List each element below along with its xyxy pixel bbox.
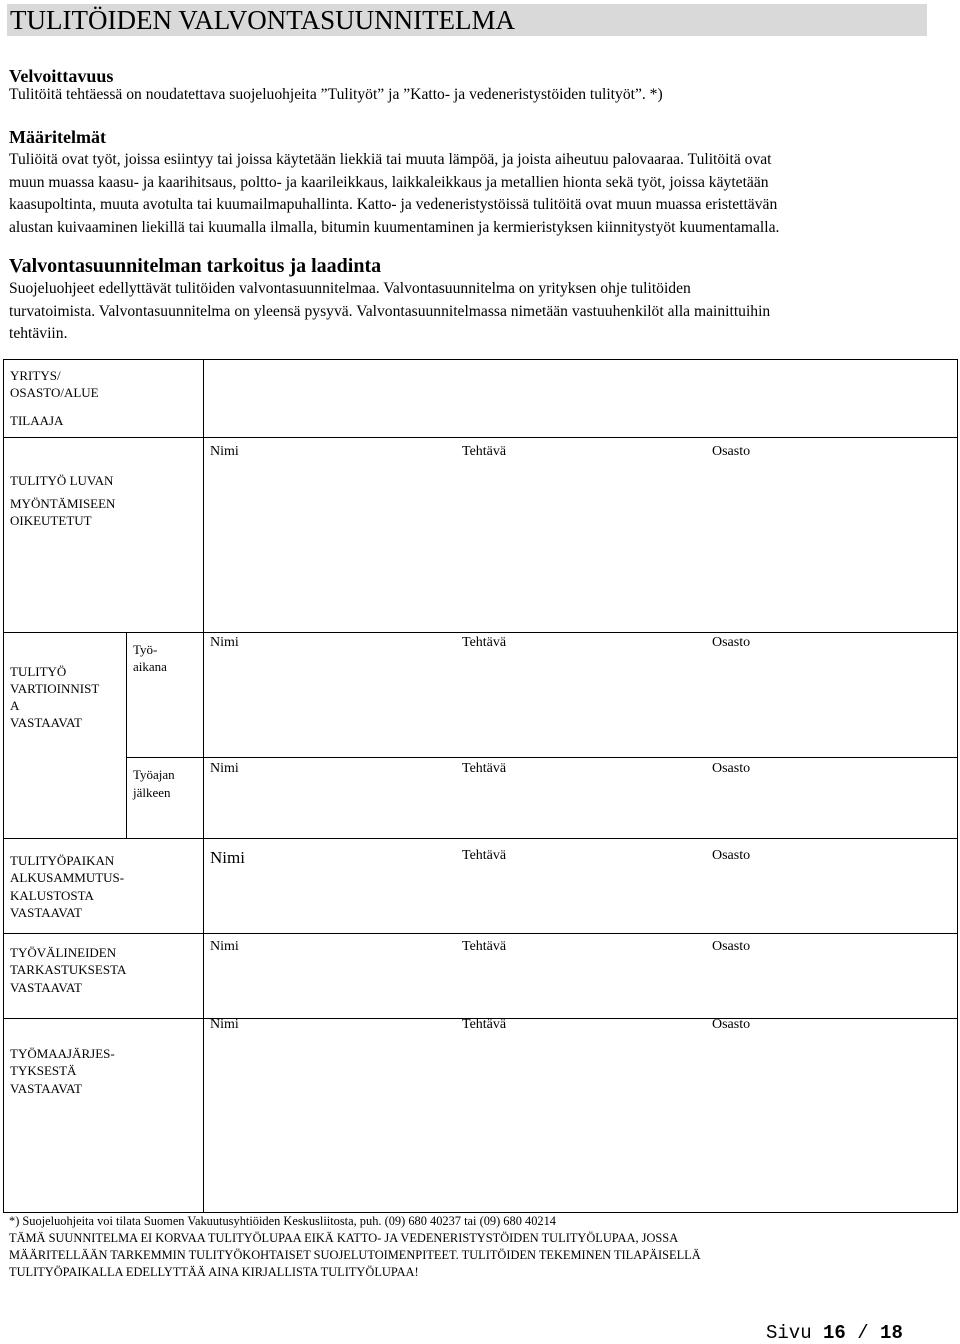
- form-row-divider: [3, 838, 958, 839]
- current-page: 16: [823, 1322, 846, 1344]
- section-heading-definitions: Määritelmät: [9, 127, 106, 147]
- column-name: Nimi: [210, 939, 239, 954]
- warning-line: TÄMÄ SUUNNITELMA EI KORVAA TULITYÖLUPAA EIKÄ KATTO- JA VEDENERISTYSTÖIDEN TULITYÖLUPAA, JOSSA: [9, 1231, 679, 1245]
- column-department: Osasto: [712, 635, 751, 650]
- text-line: Suojeluohjeet edellyttävät tulitöiden valvontasuunnitelmaa. Valvontasuunnitelma on yrityksen ohje tulitöiden: [9, 280, 691, 297]
- form-row-divider: [3, 437, 958, 438]
- tools-label: TYÖVÄLINEIDEN: [10, 945, 117, 960]
- column-task: Tehtävä: [462, 635, 507, 650]
- text-line: turvatoimista. Valvontasuunnitelma on yleensä pysyvä. Valvontasuunnitelmassa nimetään vastuuhenkilöt alla mainittuihin: [9, 302, 771, 320]
- watch-label: VARTIOINNIST: [10, 681, 100, 696]
- watch-label: VASTAAVAT: [10, 715, 82, 730]
- form-column-divider: [203, 359, 204, 1213]
- column-task: Tehtävä: [462, 848, 507, 863]
- page-title: TULITÖIDEN VALVONTASUUNNITELMA: [10, 5, 516, 35]
- work-time-label: aikana: [133, 659, 167, 674]
- tools-label: TARKASTUKSESTA: [10, 962, 127, 977]
- column-task: Tehtävä: [462, 1017, 507, 1032]
- warning-line: MÄÄRITELLÄÄN TARKEMMIN TULITYÖKOHTAISET SUOJELUTOIMENPITEET. TULITÖIDEN TEKEMINEN TILAPÄISELLÄ: [9, 1248, 701, 1262]
- form-border-right: [957, 359, 958, 1213]
- extinguish-label: KALUSTOSTA: [10, 888, 94, 903]
- text-line: Tuliöitä ovat työt, joissa esiintyy tai joissa käytetään liekkiä tai muuta lämpöä, ja joista aiheutuu palovaaraa. Tulitöitä ovat: [9, 151, 772, 168]
- column-task: Tehtävä: [462, 761, 507, 776]
- form-subcolumn-divider: [126, 633, 127, 838]
- form-border-top: [3, 359, 958, 360]
- section-text-definitions: [9, 149, 949, 239]
- page-label: Sivu: [766, 1322, 812, 1344]
- section-text-purpose: [9, 278, 949, 346]
- after-work-label: jälkeen: [133, 785, 171, 800]
- column-name: Nimi: [210, 444, 239, 459]
- section-heading-purpose: Valvontasuunnitelman tarkoitus ja laadinta: [9, 255, 382, 277]
- column-department: Osasto: [712, 444, 751, 459]
- extinguish-label: ALKUSAMMUTUS-: [10, 870, 125, 885]
- section-text-obligation: [9, 84, 949, 107]
- watch-label: A: [10, 698, 20, 713]
- permit-label: MYÖNTÄMISEEN: [10, 496, 116, 511]
- column-name: Nimi: [210, 1017, 239, 1032]
- work-time-label: Työ-: [133, 642, 158, 657]
- site-label: TYKSESTÄ: [10, 1063, 77, 1078]
- footnote: *) Suojeluohjeita voi tilata Suomen Vakuutusyhtiöiden Keskusliitosta, puh. (09) 680 40237 tai (09) 680 40214: [9, 1214, 556, 1228]
- column-department: Osasto: [712, 939, 751, 954]
- warning-line: TULITYÖPAIKALLA EDELLYTTÄÄ AINA KIRJALLISTA TULITYÖLUPAA!: [9, 1265, 419, 1279]
- column-task: Tehtävä: [462, 444, 507, 459]
- column-department: Osasto: [712, 848, 751, 863]
- client-label: TILAAJA: [10, 413, 64, 428]
- permit-label: OIKEUTETUT: [10, 513, 92, 528]
- column-name: Nimi: [210, 635, 239, 650]
- column-department: Osasto: [712, 761, 751, 776]
- site-label: VASTAAVAT: [10, 1081, 82, 1096]
- company-label: YRITYS/: [10, 368, 61, 383]
- column-name: Nimi: [210, 848, 245, 867]
- total-pages: 18: [880, 1322, 903, 1344]
- watch-label: TULITYÖ: [10, 664, 67, 679]
- permit-label: TULITYÖ LUVAN: [10, 473, 114, 488]
- column-name: Nimi: [210, 761, 239, 776]
- extinguish-label: TULITYÖPAIKAN: [10, 853, 115, 868]
- site-label: TYÖMAAJÄRJES-: [10, 1046, 115, 1061]
- column-task: Tehtävä: [462, 939, 507, 954]
- text-line: Tulitöitä tehtäessä on noudatettava suojeluohjeita ”Tulityöt” ja ”Katto- ja vedeneristystöiden tulityöt”. *): [9, 86, 663, 103]
- department-label: OSASTO/ALUE: [10, 385, 99, 400]
- text-line: tehtäviin.: [9, 325, 68, 342]
- page-number: [766, 1322, 903, 1344]
- title-bar: [7, 4, 927, 36]
- text-line: kaasupoltinta, muuta avotulta tai kuumailmapuhallinta. Katto- ja vedeneristystöissä tulitöitä ovat muun muassa eristettävän: [9, 196, 778, 213]
- form-row-divider: [3, 632, 958, 633]
- after-work-label: Työajan: [133, 767, 175, 782]
- page-separator: /: [857, 1322, 869, 1344]
- tools-label: VASTAAVAT: [10, 980, 82, 995]
- text-line: muun muassa kaasu- ja kaarihitsaus, poltto- ja kaarileikkaus, laikkaleikkaus ja metallien hionta sekä työt, joissa käytetään: [9, 173, 769, 191]
- form-row-divider: [126, 757, 958, 758]
- column-department: Osasto: [712, 1017, 751, 1032]
- text-line: alustan kuivaaminen liekillä tai kuumalla ilmalla, bitumin kuumentaminen ja kermieristyksen kiinnitystyöt kuumentamalla.: [9, 218, 780, 236]
- form-border-left: [3, 359, 4, 1213]
- extinguish-label: VASTAAVAT: [10, 905, 82, 920]
- section-heading-obligation: Velvoittavuus: [9, 66, 114, 86]
- form-row-divider: [3, 933, 958, 934]
